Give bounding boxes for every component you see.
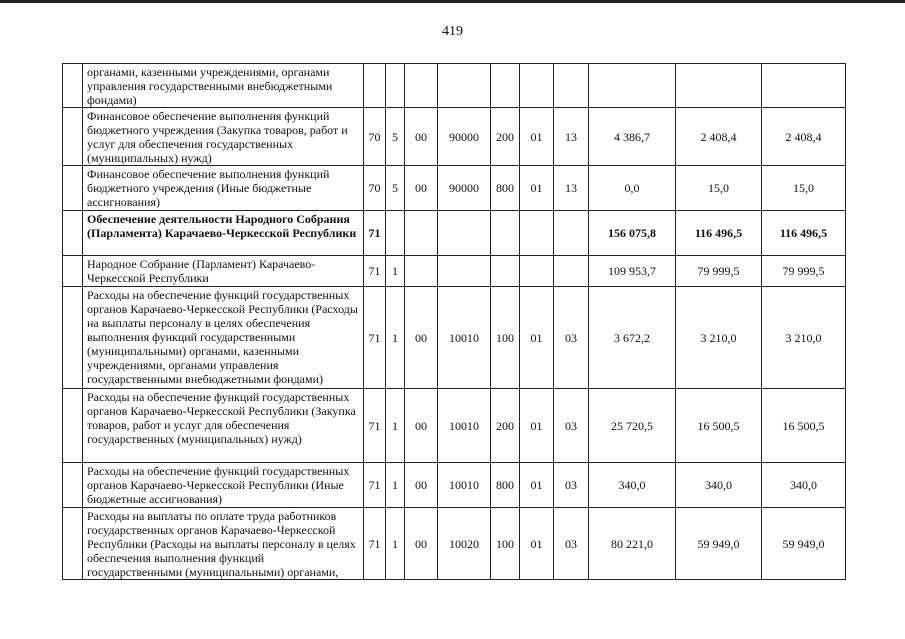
code-event: 00 (405, 463, 438, 508)
code-subsection: 03 (554, 508, 589, 580)
code-subsection (554, 64, 589, 108)
code-subsection: 03 (554, 463, 589, 508)
amount-year-1: 0,0 (589, 166, 676, 211)
amount-year-3: 3 210,0 (762, 287, 846, 389)
code-subsection: 03 (554, 287, 589, 389)
row-marker-cell (63, 463, 83, 508)
code-direction: 10010 (438, 287, 491, 389)
code-ministry: 71 (364, 287, 386, 389)
item-name: Расходы на обеспечение функций государственных органов Карачаево-Черкесской Республики (Закупка товаров, работ и услуг для обеспечения государственных (муниципальных) нужд) (83, 389, 364, 463)
table-row (63, 463, 846, 508)
top-border-rule (0, 0, 905, 3)
code-subsection: 13 (554, 166, 589, 211)
code-subprogram: 5 (386, 166, 405, 211)
amount-year-1: 80 221,0 (589, 508, 676, 580)
amount-year-2: 116 496,5 (676, 211, 762, 256)
row-marker-cell (63, 256, 83, 287)
code-subprogram (386, 211, 405, 256)
amount-year-2: 15,0 (676, 166, 762, 211)
amount-year-1: 4 386,7 (589, 108, 676, 166)
code-expense-type (491, 64, 520, 108)
code-section (520, 211, 554, 256)
amount-year-1: 156 075,8 (589, 211, 676, 256)
code-direction (438, 64, 491, 108)
item-name: Расходы на обеспечение функций государственных органов Карачаево-Черкесской Республики (Иные бюджетные ассигнования) (83, 463, 364, 508)
code-subprogram: 1 (386, 508, 405, 580)
row-marker-cell (63, 287, 83, 389)
code-expense-type: 100 (491, 508, 520, 580)
amount-year-3: 16 500,5 (762, 389, 846, 463)
code-section: 01 (520, 287, 554, 389)
code-section: 01 (520, 508, 554, 580)
code-subprogram: 1 (386, 389, 405, 463)
code-ministry: 71 (364, 463, 386, 508)
code-direction (438, 211, 491, 256)
amount-year-2: 16 500,5 (676, 389, 762, 463)
amount-year-3: 340,0 (762, 463, 846, 508)
amount-year-3: 79 999,5 (762, 256, 846, 287)
code-event: 00 (405, 287, 438, 389)
amount-year-1 (589, 64, 676, 108)
code-subsection: 03 (554, 389, 589, 463)
code-section: 01 (520, 166, 554, 211)
code-subsection (554, 256, 589, 287)
code-subprogram: 1 (386, 287, 405, 389)
table-row (63, 166, 846, 211)
table-row (63, 108, 846, 166)
amount-year-2 (676, 64, 762, 108)
item-name: Расходы на выплаты по оплате труда работников государственных органов Карачаево-Черкесской Республики (Расходы на выплаты персоналу в целях обеспечения выполнения функций государственными (муниципальными) органами, (83, 508, 364, 580)
amount-year-3: 2 408,4 (762, 108, 846, 166)
code-expense-type: 800 (491, 166, 520, 211)
amount-year-2: 59 949,0 (676, 508, 762, 580)
amount-year-3: 15,0 (762, 166, 846, 211)
code-direction: 10020 (438, 508, 491, 580)
amount-year-2: 79 999,5 (676, 256, 762, 287)
code-section: 01 (520, 108, 554, 166)
table-row (63, 287, 846, 389)
item-name: Финансовое обеспечение выполнения функций бюджетного учреждения (Закупка товаров, работ и услуг для обеспечения государственных (муниципальных) нужд) (83, 108, 364, 166)
code-direction: 90000 (438, 108, 491, 166)
amount-year-1: 3 672,2 (589, 287, 676, 389)
table-row (63, 508, 846, 580)
amount-year-2: 340,0 (676, 463, 762, 508)
code-expense-type: 100 (491, 287, 520, 389)
table-row (63, 64, 846, 108)
table-row (63, 211, 846, 256)
code-ministry: 70 (364, 108, 386, 166)
item-name: Расходы на обеспечение функций государственных органов Карачаево-Черкесской Республики (Расходы на выплаты персоналу в целях обеспечения выполнения функций государственными (муниципальными) органами, казенными учреждениями, органами управления государственными внебюджетными фондами) (83, 287, 364, 389)
amount-year-3: 59 949,0 (762, 508, 846, 580)
code-subsection: 13 (554, 108, 589, 166)
item-name: Обеспечение деятельности Народного Собрания (Парламента) Карачаево-Черкесской Республики (83, 211, 364, 256)
budget-table (62, 63, 846, 580)
code-subprogram: 1 (386, 256, 405, 287)
code-event (405, 64, 438, 108)
row-marker-cell (63, 166, 83, 211)
code-expense-type (491, 256, 520, 287)
code-event (405, 211, 438, 256)
budget-table-body (63, 64, 846, 580)
code-event: 00 (405, 108, 438, 166)
code-event: 00 (405, 508, 438, 580)
table-row (63, 389, 846, 463)
code-section: 01 (520, 389, 554, 463)
amount-year-1: 109 953,7 (589, 256, 676, 287)
page-number: 419 (442, 24, 463, 39)
row-marker-cell (63, 108, 83, 166)
amount-year-3: 116 496,5 (762, 211, 846, 256)
item-name: Народное Собрание (Парламент) Карачаево-Черкесской Республики (83, 256, 364, 287)
code-direction: 10010 (438, 389, 491, 463)
row-marker-cell (63, 211, 83, 256)
amount-year-2: 3 210,0 (676, 287, 762, 389)
code-expense-type (491, 211, 520, 256)
code-ministry: 71 (364, 508, 386, 580)
amount-year-2: 2 408,4 (676, 108, 762, 166)
item-name: Финансовое обеспечение выполнения функций бюджетного учреждения (Иные бюджетные ассигнования) (83, 166, 364, 211)
item-name: органами, казенными учреждениями, органами управления государственными внебюджетными фондами) (83, 64, 364, 108)
code-direction: 90000 (438, 166, 491, 211)
amount-year-1: 25 720,5 (589, 389, 676, 463)
code-section: 01 (520, 463, 554, 508)
amount-year-3 (762, 64, 846, 108)
code-ministry: 71 (364, 256, 386, 287)
code-ministry: 71 (364, 389, 386, 463)
code-direction (438, 256, 491, 287)
code-ministry: 71 (364, 211, 386, 256)
code-expense-type: 200 (491, 389, 520, 463)
code-section (520, 256, 554, 287)
code-subprogram: 1 (386, 463, 405, 508)
code-ministry: 70 (364, 166, 386, 211)
code-expense-type: 200 (491, 108, 520, 166)
table-row (63, 256, 846, 287)
code-event (405, 256, 438, 287)
code-subsection (554, 211, 589, 256)
code-section (520, 64, 554, 108)
code-subprogram: 5 (386, 108, 405, 166)
code-subprogram (386, 64, 405, 108)
row-marker-cell (63, 389, 83, 463)
amount-year-1: 340,0 (589, 463, 676, 508)
row-marker-cell (63, 64, 83, 108)
code-direction: 10010 (438, 463, 491, 508)
code-ministry (364, 64, 386, 108)
row-marker-cell (63, 508, 83, 580)
code-expense-type: 800 (491, 463, 520, 508)
code-event: 00 (405, 389, 438, 463)
code-event: 00 (405, 166, 438, 211)
